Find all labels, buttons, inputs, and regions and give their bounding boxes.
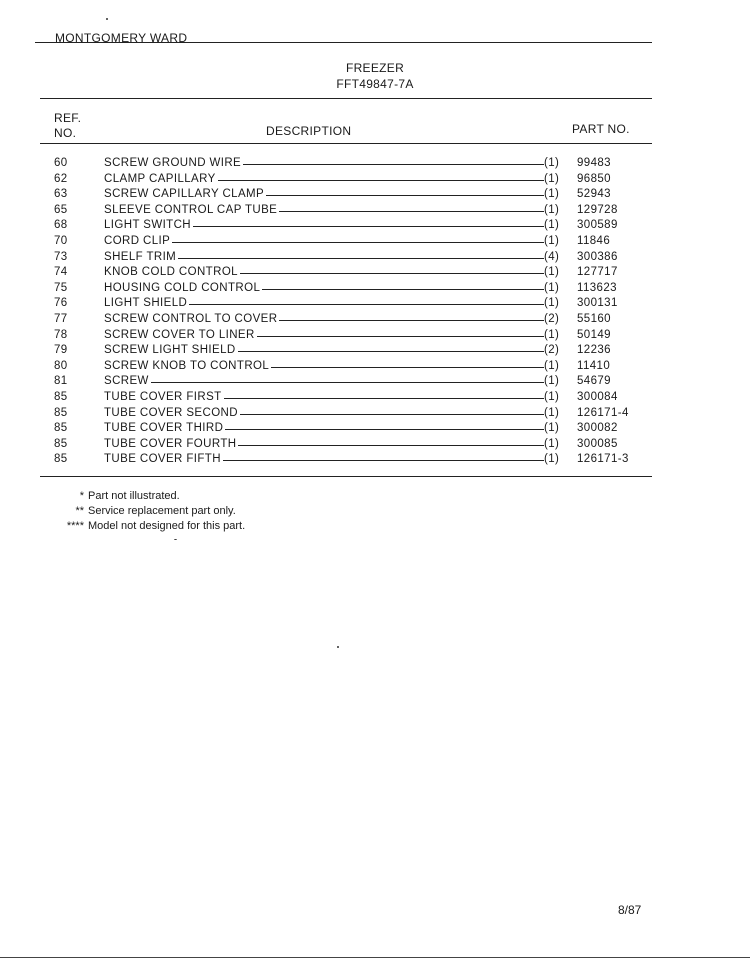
part-number: 54679 bbox=[577, 375, 611, 388]
part-number: 300131 bbox=[577, 297, 618, 310]
table-top-rule bbox=[40, 98, 652, 99]
part-description: SCREW CONTROL TO COVER bbox=[104, 312, 278, 325]
part-number: 99483 bbox=[577, 157, 611, 169]
description-leader bbox=[104, 452, 544, 467]
table-row bbox=[40, 343, 640, 359]
leader-line bbox=[238, 351, 544, 352]
quantity: (1) bbox=[544, 203, 560, 216]
part-description: SHELF TRIM bbox=[104, 250, 177, 263]
leader-line bbox=[240, 414, 544, 415]
leader-line bbox=[193, 226, 544, 227]
column-header-description: DESCRIPTION bbox=[266, 124, 352, 138]
quantity: (1) bbox=[544, 157, 560, 169]
leader-line bbox=[279, 320, 544, 321]
leader-line bbox=[243, 164, 544, 165]
footnotes bbox=[0, 489, 750, 534]
part-number: 300084 bbox=[577, 390, 618, 403]
table-row bbox=[40, 312, 640, 328]
description-leader bbox=[104, 218, 544, 233]
ref-number: 62 bbox=[54, 172, 68, 185]
part-description: TUBE COVER FIRST bbox=[104, 390, 222, 403]
ref-number: 70 bbox=[54, 234, 68, 247]
part-description: LIGHT SWITCH bbox=[104, 219, 192, 232]
part-description: TUBE COVER THIRD bbox=[104, 422, 224, 435]
table-row bbox=[40, 250, 640, 266]
quantity: (1) bbox=[544, 390, 560, 403]
table-row bbox=[40, 452, 640, 468]
page-number: 8/87 bbox=[618, 903, 642, 917]
document-title: FREEZER bbox=[345, 61, 405, 75]
table-row bbox=[40, 234, 640, 250]
leader-line bbox=[257, 336, 544, 337]
footnote-text: Part not illustrated. bbox=[88, 490, 180, 502]
table-row bbox=[40, 296, 640, 312]
part-description: CLAMP CAPILLARY bbox=[104, 172, 216, 185]
leader-line bbox=[262, 289, 544, 290]
description-leader bbox=[104, 359, 544, 374]
table-row bbox=[40, 187, 640, 203]
part-description: TUBE COVER FOURTH bbox=[104, 437, 237, 450]
leader-line bbox=[224, 398, 544, 399]
part-description: SCREW KNOB TO CONTROL bbox=[104, 359, 270, 372]
description-leader bbox=[104, 250, 544, 265]
part-description: TUBE COVER FIFTH bbox=[104, 453, 221, 466]
quantity: (1) bbox=[544, 328, 560, 341]
quantity: (2) bbox=[544, 344, 560, 357]
part-number: 96850 bbox=[577, 172, 611, 185]
ref-number: 68 bbox=[54, 219, 68, 232]
quantity: (2) bbox=[544, 312, 560, 325]
description-leader bbox=[104, 265, 544, 280]
quantity: (1) bbox=[544, 172, 560, 185]
part-number: 126171-4 bbox=[577, 406, 629, 419]
table-bottom-rule bbox=[40, 476, 652, 477]
quantity: (1) bbox=[544, 437, 560, 450]
column-header-ref-line2: NO. bbox=[54, 126, 77, 140]
ref-number: 76 bbox=[54, 297, 68, 310]
ref-number: 85 bbox=[54, 437, 68, 450]
footnote bbox=[0, 489, 750, 504]
part-description: SCREW CAPILLARY CLAMP bbox=[104, 188, 265, 201]
ref-number: 75 bbox=[54, 281, 68, 294]
description-leader bbox=[104, 281, 544, 296]
ref-number: 77 bbox=[54, 312, 68, 325]
description-leader bbox=[104, 406, 544, 421]
quantity: (4) bbox=[544, 250, 560, 263]
part-number: 113623 bbox=[577, 281, 617, 294]
quantity: (1) bbox=[544, 422, 560, 435]
description-leader bbox=[104, 187, 544, 202]
part-description: HOUSING COLD CONTROL bbox=[104, 281, 261, 294]
description-leader bbox=[104, 328, 544, 343]
parts-list bbox=[40, 156, 640, 468]
ref-number: 74 bbox=[54, 266, 68, 279]
description-leader bbox=[104, 421, 544, 436]
leader-line bbox=[266, 195, 544, 196]
brand-name: MONTGOMERY WARD bbox=[55, 31, 188, 45]
description-leader bbox=[104, 234, 544, 249]
quantity: (1) bbox=[544, 281, 560, 294]
part-number: 11846 bbox=[577, 234, 611, 247]
part-description: SCREW LIGHT SHIELD bbox=[104, 344, 236, 357]
part-number: 55160 bbox=[577, 312, 611, 325]
ref-number: 85 bbox=[54, 390, 68, 403]
footnote-text: Service replacement part only. bbox=[88, 505, 236, 517]
ref-number: 60 bbox=[54, 157, 68, 169]
part-description: SCREW GROUND WIRE bbox=[104, 157, 242, 169]
table-row bbox=[40, 265, 640, 281]
quantity: (1) bbox=[544, 188, 560, 201]
ref-number: 85 bbox=[54, 422, 68, 435]
quantity: (1) bbox=[544, 297, 560, 310]
leader-line bbox=[238, 445, 544, 446]
quantity: (1) bbox=[544, 406, 560, 419]
table-row bbox=[40, 421, 640, 437]
part-number: 300589 bbox=[577, 219, 618, 232]
part-number: 52943 bbox=[577, 188, 611, 201]
part-description: SCREW bbox=[104, 375, 149, 388]
table-row bbox=[40, 328, 640, 344]
part-description: TUBE COVER SECOND bbox=[104, 406, 238, 419]
part-number: 129728 bbox=[577, 203, 618, 216]
quantity: (1) bbox=[544, 375, 560, 388]
footnote-text: Model not designed for this part. bbox=[88, 520, 246, 532]
quantity: (1) bbox=[544, 359, 560, 372]
table-row bbox=[40, 359, 640, 375]
ref-number: 63 bbox=[54, 188, 68, 201]
description-leader bbox=[104, 437, 544, 452]
footnote bbox=[0, 504, 750, 519]
quantity: (1) bbox=[544, 219, 560, 232]
quantity: (1) bbox=[544, 234, 560, 247]
part-description: LIGHT SHIELD bbox=[104, 297, 188, 310]
quantity: (1) bbox=[544, 266, 560, 279]
table-row bbox=[40, 156, 640, 172]
header-rule bbox=[35, 42, 652, 43]
ref-number: 79 bbox=[54, 344, 68, 357]
column-header-part-no: PART NO. bbox=[572, 122, 630, 136]
part-number: 127717 bbox=[577, 266, 618, 279]
column-header-ref bbox=[54, 111, 81, 141]
ref-number: 81 bbox=[54, 375, 68, 388]
description-leader bbox=[104, 296, 544, 311]
leader-line bbox=[172, 242, 544, 243]
ref-number: 80 bbox=[54, 359, 68, 372]
description-leader bbox=[104, 374, 544, 389]
part-description: CORD CLIP bbox=[104, 234, 171, 247]
part-description: SLEEVE CONTROL CAP TUBE bbox=[104, 203, 278, 216]
part-description: KNOB COLD CONTROL bbox=[104, 266, 238, 279]
description-leader bbox=[104, 203, 544, 218]
ref-number: 85 bbox=[54, 406, 68, 419]
leader-line bbox=[178, 258, 544, 259]
leader-line bbox=[151, 382, 544, 383]
ref-number: 85 bbox=[54, 453, 68, 466]
leader-line bbox=[189, 304, 544, 305]
table-row bbox=[40, 203, 640, 219]
speck-mark bbox=[337, 646, 339, 648]
table-row bbox=[40, 218, 640, 234]
footnote-marker: * bbox=[79, 490, 84, 502]
leader-line bbox=[223, 460, 544, 461]
speck-mark bbox=[106, 18, 108, 20]
part-number: 11410 bbox=[577, 359, 611, 372]
table-row bbox=[40, 406, 640, 422]
quantity: (1) bbox=[544, 453, 560, 466]
description-leader bbox=[104, 312, 544, 327]
leader-line bbox=[279, 211, 544, 212]
table-row bbox=[40, 437, 640, 453]
table-row bbox=[40, 390, 640, 406]
leader-line bbox=[240, 273, 544, 274]
table-row bbox=[40, 281, 640, 297]
part-number: 300386 bbox=[577, 250, 618, 263]
table-row bbox=[40, 374, 640, 390]
speck-mark bbox=[174, 539, 177, 540]
part-number: 50149 bbox=[577, 328, 611, 341]
description-leader bbox=[104, 172, 544, 187]
part-number: 300085 bbox=[577, 437, 618, 450]
ref-number: 73 bbox=[54, 250, 68, 263]
part-description: SCREW COVER TO LINER bbox=[104, 328, 255, 341]
part-number: 300082 bbox=[577, 422, 618, 435]
description-leader bbox=[104, 156, 544, 171]
leader-line bbox=[271, 367, 544, 368]
description-leader bbox=[104, 390, 544, 405]
description-leader bbox=[104, 343, 544, 358]
ref-number: 65 bbox=[54, 203, 68, 216]
ref-number: 78 bbox=[54, 328, 68, 341]
leader-line bbox=[225, 429, 544, 430]
footnote-marker: ** bbox=[75, 505, 84, 517]
table-row bbox=[40, 172, 640, 188]
part-number: 126171-3 bbox=[577, 453, 629, 466]
footnote-marker: **** bbox=[66, 520, 84, 532]
page-bottom-rule bbox=[0, 957, 750, 958]
footnote bbox=[0, 519, 750, 534]
header-bottom-rule bbox=[40, 143, 652, 144]
part-number: 12236 bbox=[577, 344, 611, 357]
model-number: FFT49847-7A bbox=[336, 77, 414, 91]
leader-line bbox=[218, 180, 544, 181]
column-header-ref-line1: REF. bbox=[54, 111, 82, 125]
